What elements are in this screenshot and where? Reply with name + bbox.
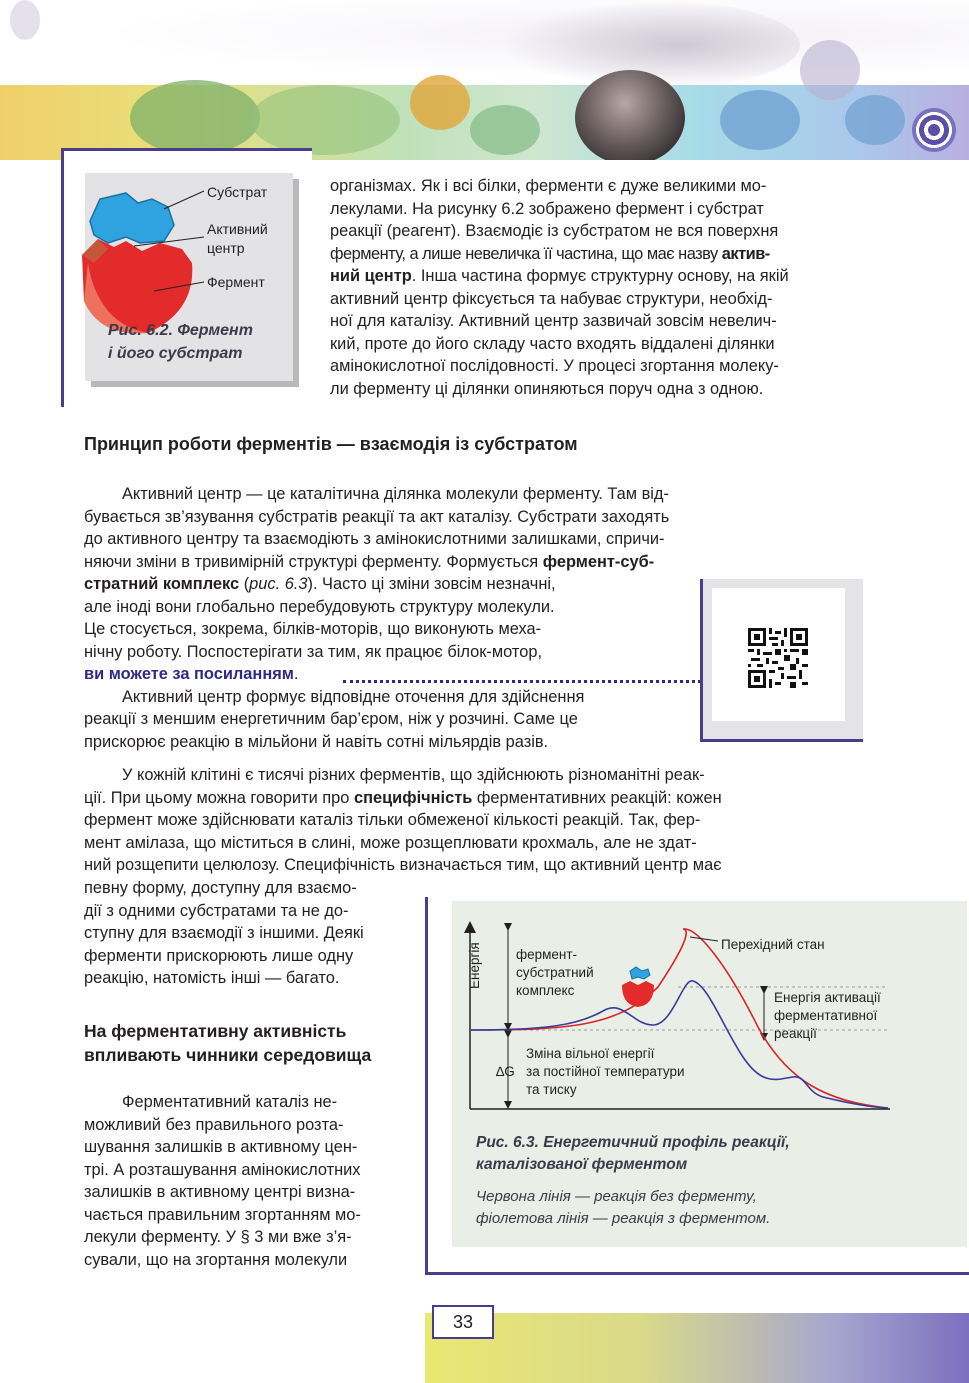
text-line <box>330 243 830 266</box>
qr-code-icon[interactable] <box>712 588 845 721</box>
text-line: певну форму, доступну для взаємо- <box>84 879 357 897</box>
term-active-center-end: ний центр <box>330 267 412 285</box>
text-line: до активного центру та взаємодіють з амінокислотними залишками, спричи- <box>84 530 665 548</box>
complex-label-1: фермент- <box>516 947 578 962</box>
text-line: сували, що на згортання молекули <box>84 1250 348 1269</box>
text-line: залишків в активному центрі визна- <box>84 1183 356 1201</box>
free-energy-label-1: Зміна вільної енергії <box>526 1046 655 1061</box>
enzyme-complex-icon <box>622 967 654 1007</box>
target-icon <box>912 108 956 152</box>
free-energy-label-2: за постійної температури <box>526 1064 685 1079</box>
heading-line: На ферментативну активність <box>84 1021 347 1041</box>
text-line: мент амілаза, що міститься в слині, може розщеплювати крохмаль, але не здат- <box>84 833 697 852</box>
text-span: ). Часто ці зміни зовсім незначні, <box>307 575 556 593</box>
figure-6-3 <box>425 897 969 1275</box>
term-es-complex: фермент-суб- <box>542 552 655 571</box>
section-heading-principle: Принцип роботи ферментів — взаємодія із субстратом <box>84 434 578 454</box>
text-line <box>330 265 830 288</box>
top-banner <box>0 0 969 160</box>
free-energy-label-3: та тиску <box>526 1082 577 1097</box>
text-line: ної для каталізу. Активний центр зазвичай зовсім невелич- <box>330 312 777 330</box>
protein-decoration <box>720 90 800 150</box>
text-span: ( <box>239 575 250 593</box>
sphere-decoration <box>575 70 685 160</box>
term-active-center: актив- <box>721 244 770 263</box>
transition-label: Перехідний стан <box>721 937 825 952</box>
text-line: фермент може здійснювати каталіз тільки обмеженої кількості реакцій. Так, фер- <box>84 811 701 829</box>
page-footer <box>0 1305 969 1383</box>
text-line: лекулами. На рисунку 6.2 зображено фермент і субстрат <box>330 199 764 218</box>
text-line: ли ферменту ці ділянки опиняються поруч одна з одною. <box>330 379 764 398</box>
protein-decoration <box>470 105 540 155</box>
figure-6-3-caption-line1: Рис. 6.3. Енергетичний профіль реакції, <box>476 1134 790 1151</box>
text-line: організмах. Як і всі білки, ферменти є дуже великими мо- <box>330 177 767 195</box>
text-line: дії з одними субстратами та не до- <box>84 901 349 920</box>
label-active-center-line2: центр <box>207 240 245 256</box>
text-line <box>84 573 678 596</box>
protein-decoration <box>130 80 260 155</box>
text-line: кий, проте до його складу часто входять віддалені ділянки <box>330 334 775 353</box>
paragraph-specificity-cont <box>84 877 410 990</box>
dotted-arrow-line <box>343 680 713 685</box>
protein-decoration <box>800 40 860 100</box>
text-line: Це стосується, зокрема, білків-моторів, що виконують меха- <box>84 620 542 638</box>
y-axis-label: Енергія <box>467 942 482 989</box>
text-line <box>84 787 830 810</box>
substrate-shape <box>90 193 174 243</box>
text-span: ферменту, а лише невеличка її частина, що має назву <box>330 244 722 263</box>
transition-pointer <box>690 937 718 941</box>
text-line: ви можете за посиланням. <box>84 665 299 683</box>
text-line <box>84 551 830 574</box>
text-line: нічну роботу. Поспостерігати за тим, як працює білок-мотор, <box>84 642 543 661</box>
label-enzyme: Фермент <box>207 274 265 290</box>
qr-code-panel <box>712 588 845 721</box>
section-heading-environment <box>84 1019 371 1067</box>
substrate-pointer <box>164 191 204 209</box>
figure-reference: рис. 6.3 <box>249 575 308 593</box>
protein-decoration <box>10 0 40 40</box>
text-line: ступну для взаємодії з іншими. Деякі <box>84 924 364 942</box>
text-line: але іноді вони глобально перебудовують структуру молекули. <box>84 597 555 616</box>
protein-decoration <box>845 95 905 145</box>
figure-6-3-caption-line2: каталізованої ферментом <box>476 1156 688 1173</box>
protein-decoration <box>410 75 470 130</box>
paragraph-active-center-cont <box>84 573 678 753</box>
page-number: 33 <box>432 1305 494 1339</box>
text-line: трі. А розташування амінокислотних <box>84 1160 361 1179</box>
paragraph-specificity <box>84 764 830 877</box>
delta-g-label: ∆G <box>496 1064 515 1079</box>
motor-protein-link[interactable]: ви можете за посиланням <box>84 665 294 683</box>
text-line: бувається зв’язування субстратів реакції та акт каталізу. Субстрати заходять <box>84 507 670 526</box>
term-es-complex-end: стратний комплекс <box>84 575 240 593</box>
complex-label-3: комплекс <box>516 983 575 998</box>
text-span: ферментативних реакцій: кожен <box>472 788 722 807</box>
figure-6-3-note-line1: Червона лінія — реакція без ферменту, <box>476 1188 757 1205</box>
text-line: прискорює реакцію в мільйони й навіть сотні мільярдів разів. <box>84 732 549 751</box>
text-span: няючи зміни в тривимірній структурі ферменту. Формується <box>84 552 543 571</box>
text-line: Активний центр формує відповідне оточення для здійснення <box>122 687 585 706</box>
text-line: реакції з меншим енергетичним бар’єром, ніж у розчині. Саме це <box>84 710 578 728</box>
term-specificity: специфічність <box>353 788 473 807</box>
figure-6-3-note-line2: фіолетова лінія — реакція з ферментом. <box>476 1210 771 1227</box>
activation-label-1: Енергія активації <box>774 990 881 1005</box>
figure-6-2-caption-line1: Рис. 6.2. Фермент <box>108 322 253 339</box>
activation-label-3: реакції <box>774 1026 817 1041</box>
text-span: ції. При цьому можна говорити про <box>84 788 354 807</box>
protein-decoration <box>250 85 400 155</box>
footer-gradient <box>425 1313 969 1383</box>
text-line: амінокислотної послідовності. У процесі згортання молеку- <box>330 357 779 375</box>
text-line: Ферментативний каталіз не- <box>122 1093 338 1111</box>
label-active-center-line1: Активний <box>207 221 268 237</box>
text-line: активний центр фіксується та набуває структури, необхід- <box>330 289 773 308</box>
qr-code-box[interactable] <box>700 579 863 742</box>
figure-6-2 <box>61 148 312 407</box>
complex-label-2: субстратний <box>516 965 594 980</box>
enzyme-substrate-illustration <box>64 151 312 407</box>
text-line: лекули ферменту. У § 3 ми вже з’я- <box>84 1228 352 1246</box>
intro-paragraph <box>330 175 830 400</box>
text-line: реакції (реагент). Взаємодіє із субстратом не вся поверхня <box>330 222 779 240</box>
text-line: У кожній клітині є тисячі різних ферментів, що здійснюють різноманітні реак- <box>122 766 705 784</box>
text-line: ферменти прискорюють лише одну <box>84 946 354 965</box>
text-line: чається правильним згортанням мо- <box>84 1205 361 1224</box>
text-line: ний розщепити целюлозу. Специфічність визначається тим, що активний центр має <box>84 856 722 874</box>
label-substrate: Субстрат <box>207 184 268 200</box>
text-line: Активний центр — це каталітична ділянка молекули ферменту. Там від- <box>122 485 669 503</box>
text-line: реакцію, натомість інші — багато. <box>84 969 340 987</box>
figure-6-2-caption-line2: і його субстрат <box>108 345 243 362</box>
paragraph-active-center <box>84 483 830 573</box>
heading-line: впливають чинники середовища <box>84 1045 372 1065</box>
paragraph-catalysis <box>84 1091 410 1271</box>
activation-label-2: ферментативної <box>774 1008 878 1023</box>
text-span: . Інша частина формує структурну основу, на якій <box>411 267 789 285</box>
text-line: можливий без правильного розта- <box>84 1115 344 1134</box>
text-line: шування залишків в активному цен- <box>84 1138 358 1156</box>
